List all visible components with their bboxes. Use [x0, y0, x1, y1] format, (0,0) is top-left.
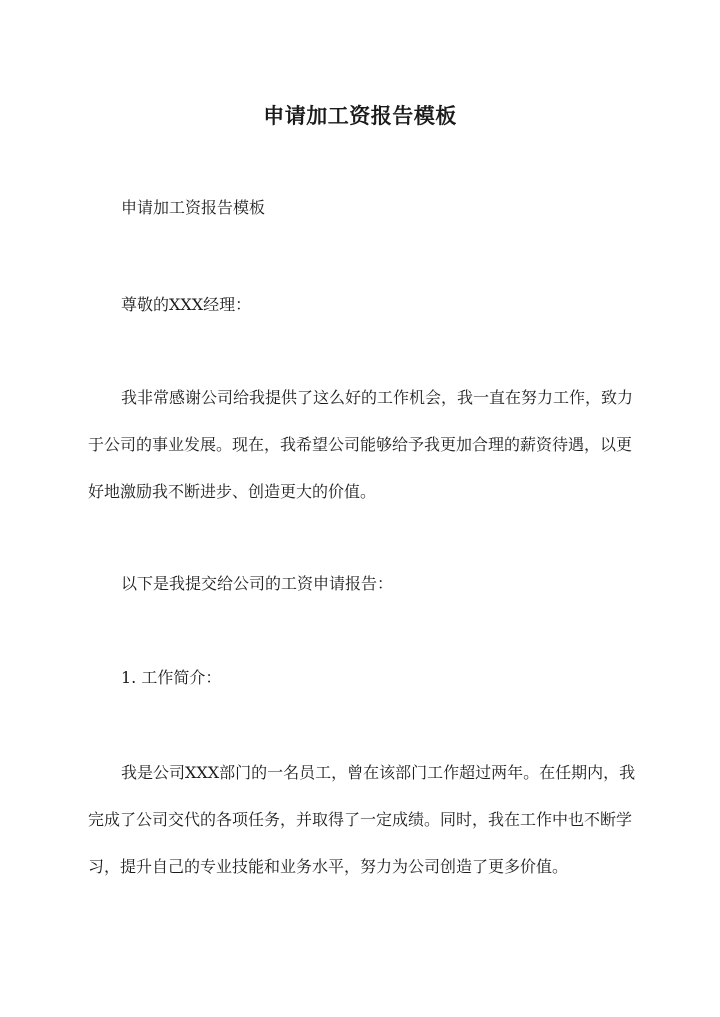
intro-paragraph: 我非常感谢公司给我提供了这么好的工作机会，我一直在努力工作，致力于公司的事业发展。现在，我希望公司能够给予我更加合理的薪资待遇，以更好地激励我不断进步、创造更大的价值。 [88, 388, 634, 501]
section-heading-work-summary: 1. 工作简介： [121, 668, 222, 687]
salutation-paragraph: 尊敬的XXX经理： [121, 295, 252, 314]
subtitle-paragraph: 申请加工资报告模板 [121, 198, 266, 217]
work-summary-paragraph: 我是公司XXX部门的一名员工，曾在该部门工作超过两年。在任期内，我完成了公司交代的各项任务，并取得了一定成绩。同时，我在工作中也不断学习，提升自己的专业技能和业务水平，努力为公司创造了更多价值。 [88, 763, 636, 876]
report-lead-paragraph: 以下是我提交给公司的工资申请报告： [121, 574, 394, 593]
document-title: 申请加工资报告模板 [263, 103, 457, 129]
